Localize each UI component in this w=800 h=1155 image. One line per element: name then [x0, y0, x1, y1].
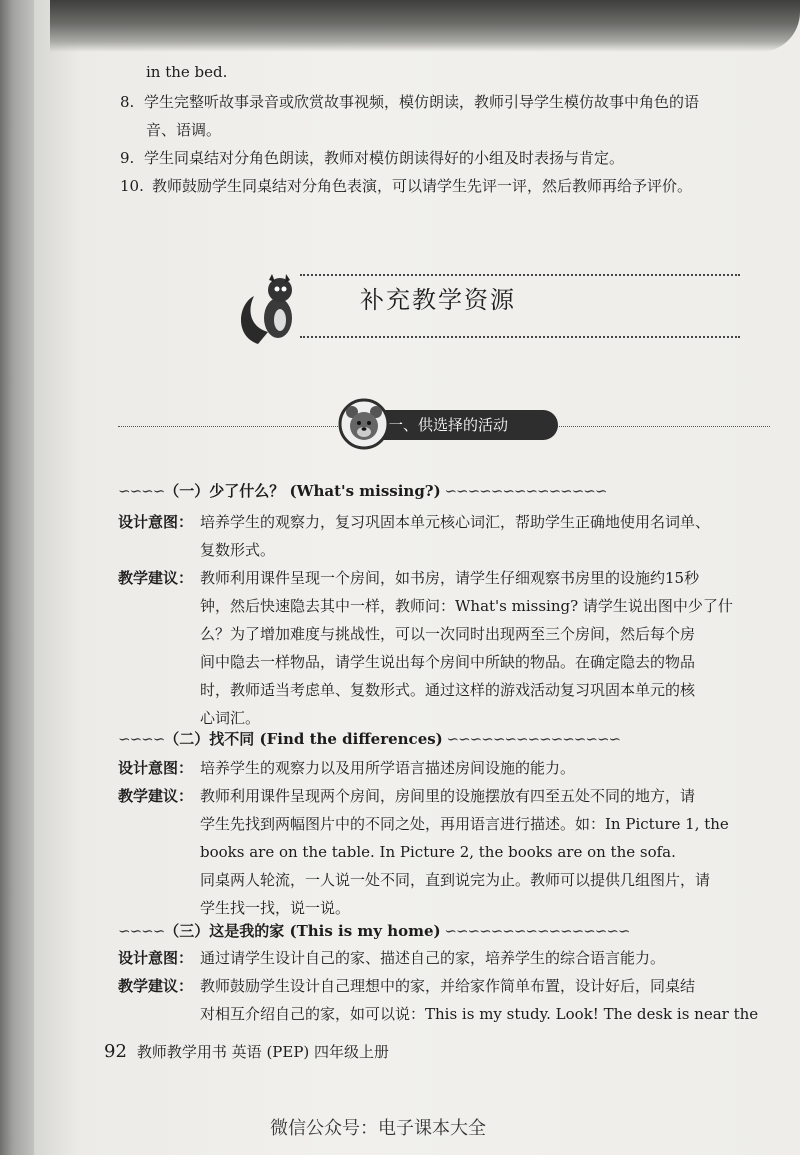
activity-1-suggest-line: 教师利用课件呈现一个房间，如书房，请学生仔细观察书房里的设施约15秒	[200, 569, 700, 587]
step-8: 8. 学生完整听故事录音或欣赏故事视频，模仿朗读，教师引导学生模仿故事中角色的语	[120, 93, 700, 111]
banner-bottom-rule	[300, 336, 740, 338]
activity-2-suggest-line: 同桌两人轮流，一人说一处不同，直到说完为止。教师可以提供几组图片，请	[200, 871, 711, 889]
activity-1-suggest-line: 钟，然后快速隐去其中一样，教师问：What's missing? 请学生说出图中少了什	[200, 597, 733, 615]
top-illustration	[50, 0, 800, 52]
book-title: 教师教学用书 英语 (PEP) 四年级上册	[136, 1043, 390, 1061]
activity-3-suggest-line: 对相互介绍自己的家，如可以说：This is my study. Look! The desk is near the	[200, 1005, 759, 1023]
activity-1-intent-label: 设计意图：	[118, 513, 194, 531]
activity-1-suggest-line: 间中隐去一样物品，请学生说出每个房间中所缺的物品。在确定隐去的物品	[200, 653, 696, 671]
activity-2-intent-label: 设计意图：	[118, 759, 194, 777]
activity-3-suggest-line: 教师鼓励学生设计自己理想中的家，并给家作简单布置，设计好后，同桌结	[200, 977, 696, 995]
activity-2-title: ∽∽∽∽（二）找不同 (Find the differences) ∽∽∽∽∽∽∽∽∽∽∽∽∽∽∽	[118, 730, 621, 748]
step-8-cont: 音、语调。	[146, 121, 222, 139]
activity-3-intent-label: 设计意图：	[118, 949, 194, 967]
activity-1-suggest-line: 么？为了增加难度与挑战性，可以一次同时出现两至三个房间，然后每个房	[200, 625, 696, 643]
activity-2-intent-line: 培养学生的观察力以及用所学语言描述房间设施的能力。	[200, 759, 576, 777]
activity-3-title: ∽∽∽∽（三）这是我的家 (This is my home) ∽∽∽∽∽∽∽∽∽∽∽∽∽∽∽∽	[118, 922, 630, 940]
section-title: 一、供选择的活动	[388, 416, 509, 434]
continuation-text: in the bed.	[146, 63, 228, 81]
activity-2-suggest-line: 学生找一找，说一说。	[200, 899, 351, 917]
activity-2-suggest-label: 教学建议：	[118, 787, 194, 805]
banner-top-rule	[300, 274, 740, 276]
activity-1-suggest-line: 时，教师适当考虑单、复数形式。通过这样的游戏活动复习巩固本单元的核	[200, 681, 696, 699]
book-spine	[0, 0, 34, 1155]
banner-title: 补充教学资源	[360, 286, 516, 314]
page-number: 92	[104, 1041, 127, 1062]
step-10: 10. 教师鼓励学生同桌结对分角色表演，可以请学生先评一评，然后教师再给予评价。	[120, 177, 693, 195]
page-footer	[104, 1040, 389, 1064]
activity-2-suggest-line: books are on the table. In Picture 2, the books are on the sofa.	[200, 843, 676, 861]
activity-1-intent-line: 复数形式。	[200, 541, 276, 559]
squirrel-icon	[238, 266, 308, 346]
activity-1-intent-line: 培养学生的观察力，复习巩固本单元核心词汇，帮助学生正确地使用名词单、	[200, 513, 711, 531]
step-9: 9. 学生同桌结对分角色朗读，教师对模仿朗读得好的小组及时表扬与肯定。	[120, 149, 625, 167]
activity-1-suggest-line: 心词汇。	[200, 709, 261, 727]
activity-2-suggest-line: 教师利用课件呈现两个房间，房间里的设施摆放有四至五处不同的地方，请	[200, 787, 696, 805]
bear-icon	[338, 398, 390, 450]
watermark-text: 微信公众号：电子课本大全	[270, 1118, 486, 1139]
activity-1-suggest-label: 教学建议：	[118, 569, 194, 587]
activity-3-suggest-label: 教学建议：	[118, 977, 194, 995]
activity-3-intent-line: 通过请学生设计自己的家、描述自己的家，培养学生的综合语言能力。	[200, 949, 666, 967]
activity-2-suggest-line: 学生先找到两幅图片中的不同之处，再用语言进行描述。如：In Picture 1, the	[200, 815, 729, 833]
activity-1-title: ∽∽∽∽（一）少了什么？ (What's missing?) ∽∽∽∽∽∽∽∽∽∽∽∽∽∽	[118, 482, 607, 500]
